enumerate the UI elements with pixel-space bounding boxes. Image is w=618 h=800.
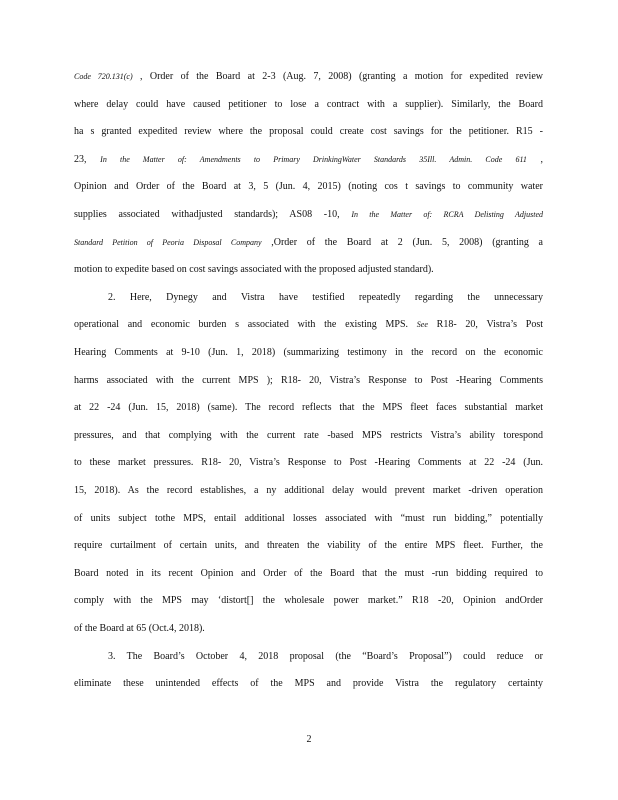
text-line	[74, 402, 543, 414]
text-line	[74, 595, 543, 607]
text-run: require curtailment of certain units, and threaten the viability of the entire MPS fleet. Further, the	[74, 540, 543, 551]
text-line	[74, 237, 543, 249]
text-line	[74, 540, 543, 552]
text-line	[74, 568, 543, 580]
text-line	[74, 154, 543, 166]
text-line	[74, 457, 543, 469]
text-line	[108, 651, 543, 663]
text-line	[74, 513, 543, 525]
text-run: ,Order of the Board at 2 (Jun. 5, 2008) (granting a	[261, 237, 543, 248]
italic-citation: See	[416, 320, 428, 329]
italic-citation: Code 720.131(c)	[74, 72, 133, 81]
text-run: Board noted in its recent Opinion and Order of the Board that the must -run bidding required to	[74, 568, 543, 579]
italic-citation: Standard Petition of Peoria Disposal Company	[74, 238, 262, 247]
text-line	[74, 430, 543, 442]
text-line	[74, 485, 543, 497]
text-run: to these market pressures. R18- 20, Vistra’s Response to Post -Hearing Comments at 22 -24 (Jun.	[74, 457, 543, 468]
text-run: eliminate these unintended effects of the MPS and provide Vistra the regulatory certainty	[74, 678, 543, 689]
text-line	[74, 347, 543, 359]
text-line	[74, 319, 543, 331]
text-line	[74, 99, 543, 111]
text-run: ha s granted expedited review where the proposal could create cost savings for the petitioner. R15 -	[74, 126, 543, 137]
text-line	[74, 678, 543, 690]
text-line	[74, 126, 543, 138]
text-run: 3. The Board’s October 4, 2018 proposal (the “Board’s Proposal”) could reduce or	[108, 651, 543, 662]
text-run: where delay could have caused petitioner to lose a contract with a supplier). Similarly, the Board	[74, 99, 543, 110]
text-run: motion to expedite based on cost savings associated with the proposed adjusted standard).	[74, 264, 434, 275]
text-run: 15, 2018). As the record establishes, a ny additional delay would prevent market -driven operation	[74, 485, 543, 496]
text-line	[108, 292, 543, 304]
text-run: harms associated with the current MPS ); R18- 20, Vistra’s Response to Post -Hearing Comments	[74, 375, 543, 386]
text-run: supplies associated withadjusted standards); AS08 -10,	[74, 209, 352, 220]
text-run: pressures, and that complying with the current rate -based MPS restricts Vistra’s ability torespond	[74, 430, 543, 441]
text-run: Hearing Comments at 9-10 (Jun. 1, 2018) (summarizing testimony in the record on the economic	[74, 347, 543, 358]
text-run: operational and economic burden s associated with the existing MPS.	[74, 319, 417, 330]
text-run: at 22 -24 (Jun. 15, 2018) (same). The record reflects that the MPS fleet faces substantial market	[74, 402, 543, 413]
text-run: Opinion and Order of the Board at 3, 5 (Jun. 4, 2015) (noting cos t savings to community water	[74, 181, 543, 192]
text-run: 2. Here, Dynegy and Vistra have testified repeatedly regarding the unnecessary	[108, 292, 543, 303]
text-line	[74, 375, 543, 387]
text-line	[74, 623, 543, 635]
text-run: , Order of the Board at 2-3 (Aug. 7, 2008) (granting a motion for expedited review	[132, 71, 543, 82]
italic-citation: In the Matter of: Amendments to Primary DrinkingWater Standards 35Ill. Admin. Code 611	[100, 155, 527, 164]
text-run: R18- 20, Vistra’s Post	[427, 319, 543, 330]
text-line	[74, 71, 543, 83]
text-line	[74, 209, 543, 221]
text-run: of the Board at 65 (Oct.4, 2018).	[74, 623, 205, 634]
text-run: of units subject tothe MPS, entail additional losses associated with “must run bidding,” potentially	[74, 513, 543, 524]
italic-citation: In the Matter of: RCRA Delisting Adjusted	[351, 210, 543, 219]
page-number: 2	[306, 734, 312, 745]
text-line	[74, 264, 543, 276]
text-line	[74, 181, 543, 193]
text-run: 23,	[74, 154, 101, 165]
text-run: comply with the MPS may ‘distort[] the wholesale power market.” R18 -20, Opinion andOrder	[74, 595, 543, 606]
text-run: ,	[526, 154, 544, 165]
